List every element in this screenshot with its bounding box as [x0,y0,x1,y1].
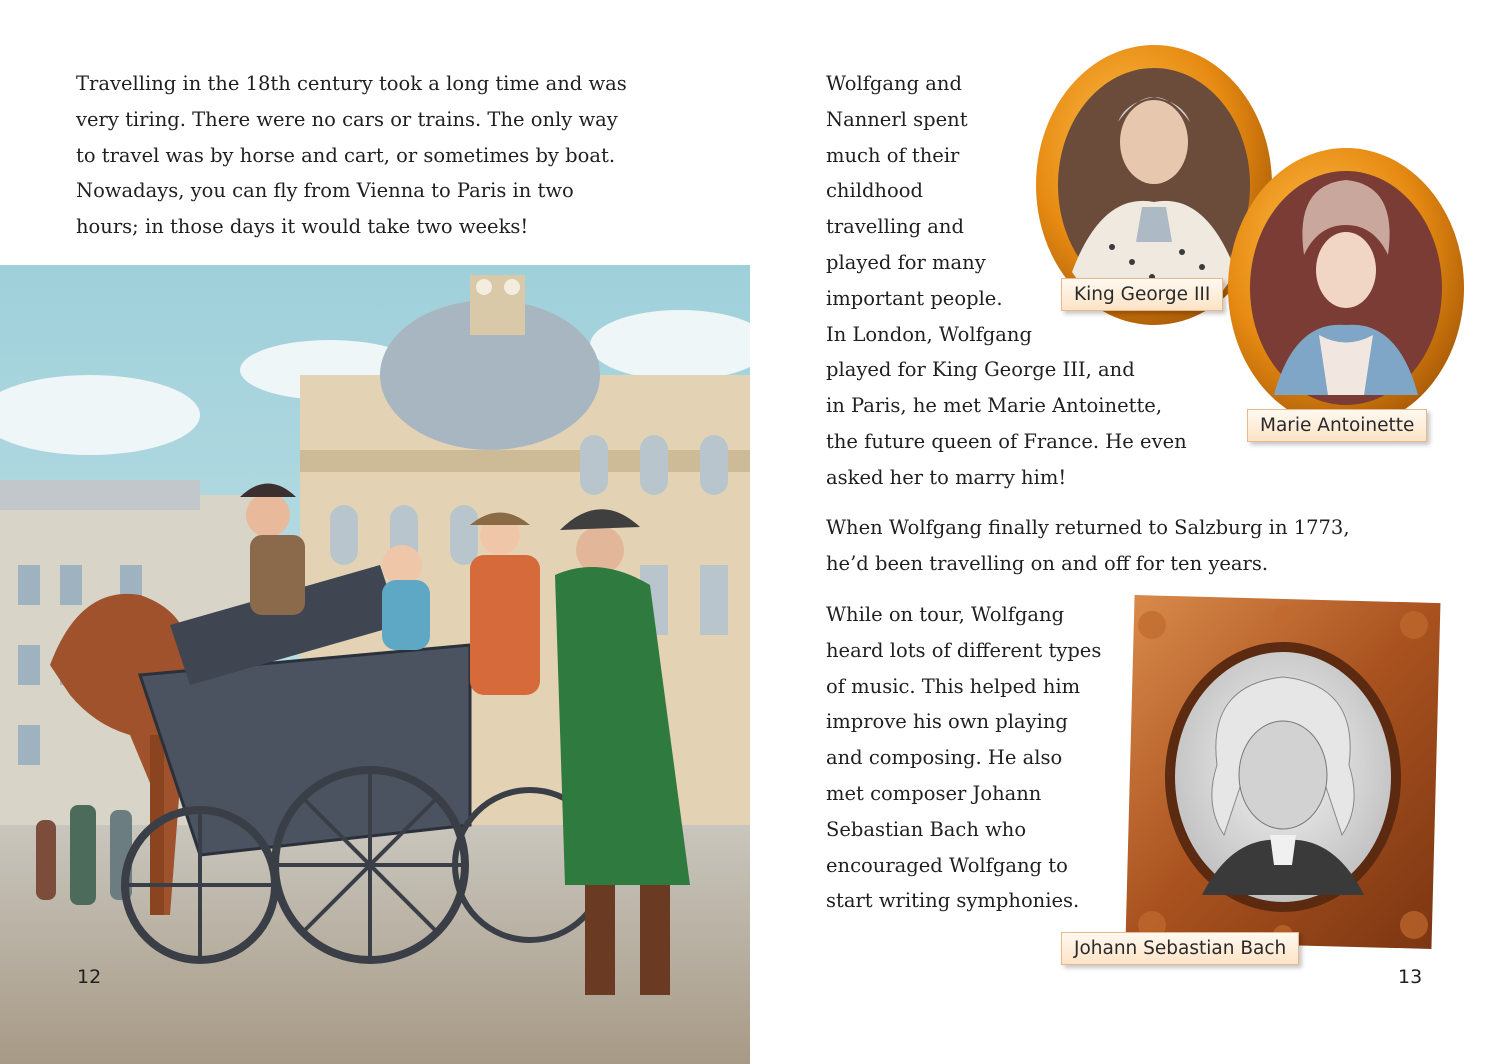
text-line: Travelling in the 18th century took a long time and was [76,72,627,95]
right-paragraph-3 [826,597,1101,919]
caption-king-george: King George III [1061,278,1223,311]
text-line: to travel was by horse and cart, or sometimes by boat. [76,143,616,167]
text-line: hours; in those days it would take two weeks! [76,215,529,239]
portrait-johann-sebastian-bach [1122,595,1444,955]
text-line: very tiring. There were no cars or trains. The only way [76,107,618,131]
text-line: travelling and [826,215,964,239]
portrait-marie-antoinette [1224,145,1468,431]
text-line: met composer Johann [826,781,1042,805]
left-paragraph [76,66,627,245]
text-line: played for many [826,250,986,274]
text-line: While on tour, Wolfgang [826,603,1065,626]
text-line: in Paris, he met Marie Antoinette, [826,394,1163,418]
caption-marie-antoinette: Marie Antoinette [1247,409,1427,442]
text-line: Sebastian Bach who [826,817,1027,841]
text-line: played for King George III, and [826,358,1135,382]
text-line: important people. [826,286,1003,310]
text-line: he’d been travelling on and off for ten years. [826,551,1269,575]
text-line: Nowadays, you can fly from Vienna to Paris in two [76,179,574,203]
right-paragraph-2 [826,510,1350,582]
carriage-illustration [0,265,750,1064]
text-line: heard lots of different types [826,638,1102,662]
page-number-right: 13 [1398,966,1423,988]
text-line: childhood [826,179,923,203]
text-line: start writing symphonies. [826,889,1080,913]
text-line: encouraged Wolfgang to [826,853,1068,877]
text-line: When Wolfgang finally returned to Salzburg in 1773, [826,516,1350,539]
text-line: of music. This helped him [826,674,1081,698]
caption-johann-sebastian-bach: Johann Sebastian Bach [1061,932,1299,965]
text-line: Nannerl spent [826,107,968,131]
text-line: asked her to marry him! [826,465,1067,489]
text-line: In London, Wolfgang [826,322,1032,346]
text-line: the future queen of France. He even [826,429,1187,453]
text-line: improve his own playing [826,710,1068,734]
page-number-left: 12 [77,966,102,988]
text-line: much of their [826,143,960,167]
text-line: and composing. He also [826,746,1063,770]
text-line: Wolfgang and [826,72,962,95]
